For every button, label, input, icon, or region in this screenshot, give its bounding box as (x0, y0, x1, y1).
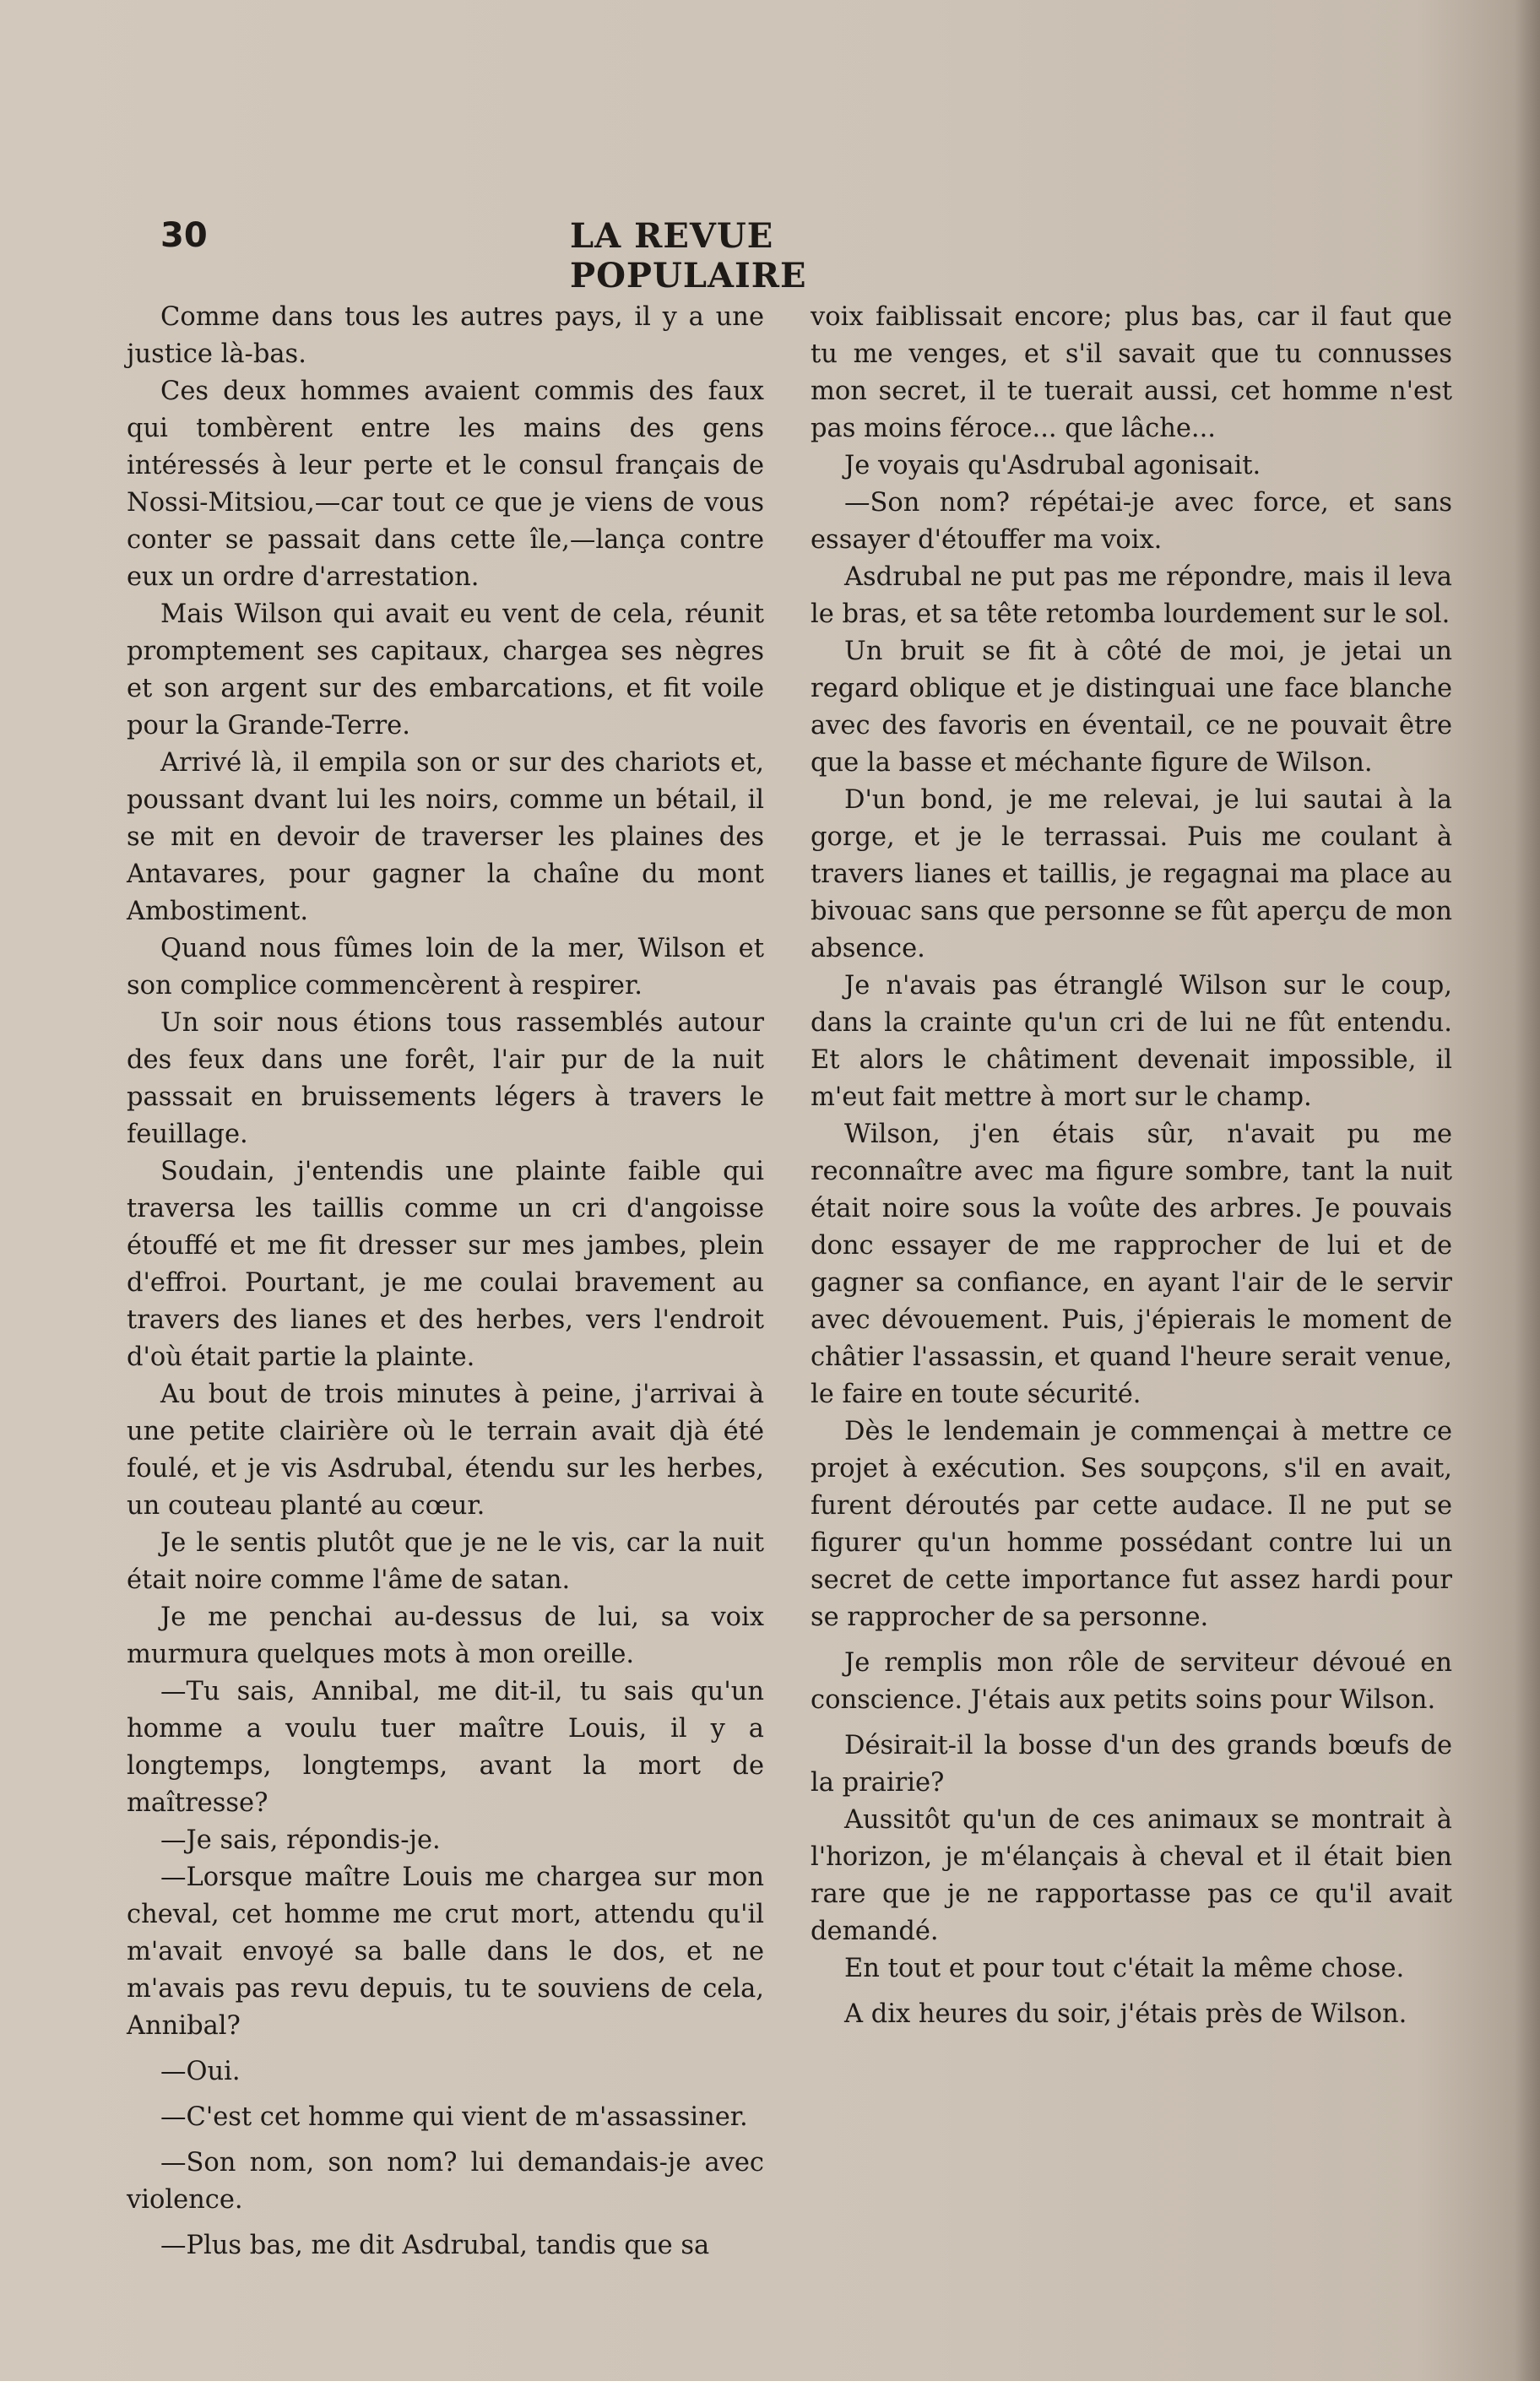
page-number: 30 (160, 216, 208, 255)
paragraph: Comme dans tous les autres pays, il y a une justice là-bas. (127, 302, 764, 369)
left-column (127, 299, 764, 2264)
page-header (160, 216, 1013, 296)
paragraph: Mais Wilson qui avait eu vent de cela, réunit promptement ses capitaux, chargea ses nègres et son argent sur des embarcations, et fit voile pour la Grande-Terre. (127, 599, 764, 740)
paragraph: Un bruit se fit à côté de moi, je jetai un regard oblique et je distinguai une face blanche avec des favoris en éventail, ce ne pouvait être que la basse et méchante figure de Wilson. (811, 637, 1452, 778)
paragraph: —C'est cet homme qui vient de m'assassiner. (160, 2102, 748, 2132)
right-column (811, 299, 1452, 2033)
paragraph: Je n'avais pas étranglé Wilson sur le coup, dans la crainte qu'un cri de lui ne fût entendu. Et alors le châtiment devenait impossible, il m'eut fait mettre à mort sur le champ. (811, 971, 1452, 1112)
paragraph: Un soir nous étions tous rassemblés autour des feux dans une forêt, l'air pur de la nuit passsait en bruissements légers à travers le feuillage. (127, 1008, 764, 1149)
paragraph: —Plus bas, me dit Asdrubal, tandis que sa (160, 2231, 710, 2260)
paragraph: Soudain, j'entendis une plainte faible qui traversa les taillis comme un cri d'angoisse étouffé et me fit dresser sur mes jambes, plein d'effroi. Pourtant, je me coulai bravement au travers des lianes et des herbes, vers l'endroit d'où était partie la plainte. (127, 1157, 764, 1372)
paragraph: Je voyais qu'Asdrubal agonisait. (844, 451, 1261, 480)
paragraph: En tout et pour tout c'était la même chose. (844, 1954, 1405, 1983)
running-title: LA REVUE POPULAIRE (570, 216, 807, 296)
paragraph: Quand nous fûmes loin de la mer, Wilson et son complice commencèrent à respirer. (127, 934, 764, 1001)
paragraph: —Son nom? répétai-je avec force, et sans essayer d'étouffer ma voix. (811, 488, 1452, 555)
paragraph: Dès le lendemain je commençai à mettre ce projet à exécution. Ses soupçons, s'il en avait, furent déroutés par cette audace. Il ne put se figurer qu'un homme possédant contre lui un secret de cette importance fut assez hardi pour se rapprocher de sa personne. (811, 1417, 1452, 1632)
paragraph: Je le sentis plutôt que je ne le vis, car la nuit était noire comme l'âme de satan. (127, 1528, 764, 1595)
paragraph: A dix heures du soir, j'étais près de Wilson. (844, 1999, 1407, 2029)
paragraph: voix faiblissait encore; plus bas, car il faut que tu me venges, et s'il savait que tu connusses mon secret, il te tuerait aussi, cet homme n'est pas moins féroce... que lâche... (811, 302, 1452, 443)
paragraph: Wilson, j'en étais sûr, n'avait pu me reconnaître avec ma figure sombre, tant la nuit était noire sous la voûte des arbres. Je pouvais donc essayer de me rapprocher de lui et de gagner sa confiance, en ayant l'air de le servir avec dévouement. Puis, j'épierais le moment de châtier l'assassin, et quand l'heure serait venue, le faire en toute sécurité. (811, 1120, 1452, 1409)
paragraph: Aussitôt qu'un de ces animaux se montrait à l'horizon, je m'élançais à cheval et il était bien rare que je ne rapportasse pas ce qu'il avait demandé. (811, 1805, 1452, 1946)
paragraph: —Lorsque maître Louis me chargea sur mon cheval, cet homme me crut mort, attendu qu'il m'avait envoyé sa balle dans le dos, et ne m'avais pas revu depuis, tu te souviens de cela, Annibal? (127, 1863, 764, 2041)
paragraph: —Je sais, répondis-je. (160, 1825, 441, 1855)
paragraph: Je me penchai au-dessus de lui, sa voix murmura quelques mots à mon oreille. (127, 1603, 764, 1669)
paragraph: —Tu sais, Annibal, me dit-il, tu sais qu'un homme a voulu tuer maître Louis, il y a longtemps, longtemps, avant la mort de maîtresse? (127, 1677, 764, 1818)
paragraph: Désirait-il la bosse d'un des grands bœufs de la prairie? (811, 1731, 1452, 1798)
page-edge-shadow (1515, 0, 1540, 2381)
paragraph: —Son nom, son nom? lui demandais-je avec violence. (127, 2148, 764, 2215)
paragraph: D'un bond, je me relevai, je lui sautai à la gorge, et je le terrassai. Puis me coulant à travers lianes et taillis, je regagnai ma place au bivouac sans que personne se fût aperçu de mon absence. (811, 785, 1452, 963)
paragraph: —Oui. (160, 2057, 241, 2086)
paragraph: Ces deux hommes avaient commis des faux qui tombèrent entre les mains des gens intéressés à leur perte et le consul français de Nossi-Mitsiou,—car tout ce que je viens de vous conter se passait dans cette île,—lança contre eux un ordre d'arrestation. (127, 377, 764, 592)
paragraph: Asdrubal ne put pas me répondre, mais il leva le bras, et sa tête retomba lourdement sur le sol. (811, 562, 1452, 629)
paragraph: Je remplis mon rôle de serviteur dévoué en conscience. J'étais aux petits soins pour Wilson. (811, 1648, 1452, 1715)
paragraph: Au bout de trois minutes à peine, j'arrivai à une petite clairière où le terrain avait djà été foulé, et je vis Asdrubal, étendu sur les herbes, un couteau planté au cœur. (127, 1380, 764, 1521)
paragraph: Arrivé là, il empila son or sur des chariots et, poussant dvant lui les noirs, comme un bétail, il se mit en devoir de traverser les plaines des Antavares, pour gagner la chaîne du mont Ambostiment. (127, 748, 764, 926)
